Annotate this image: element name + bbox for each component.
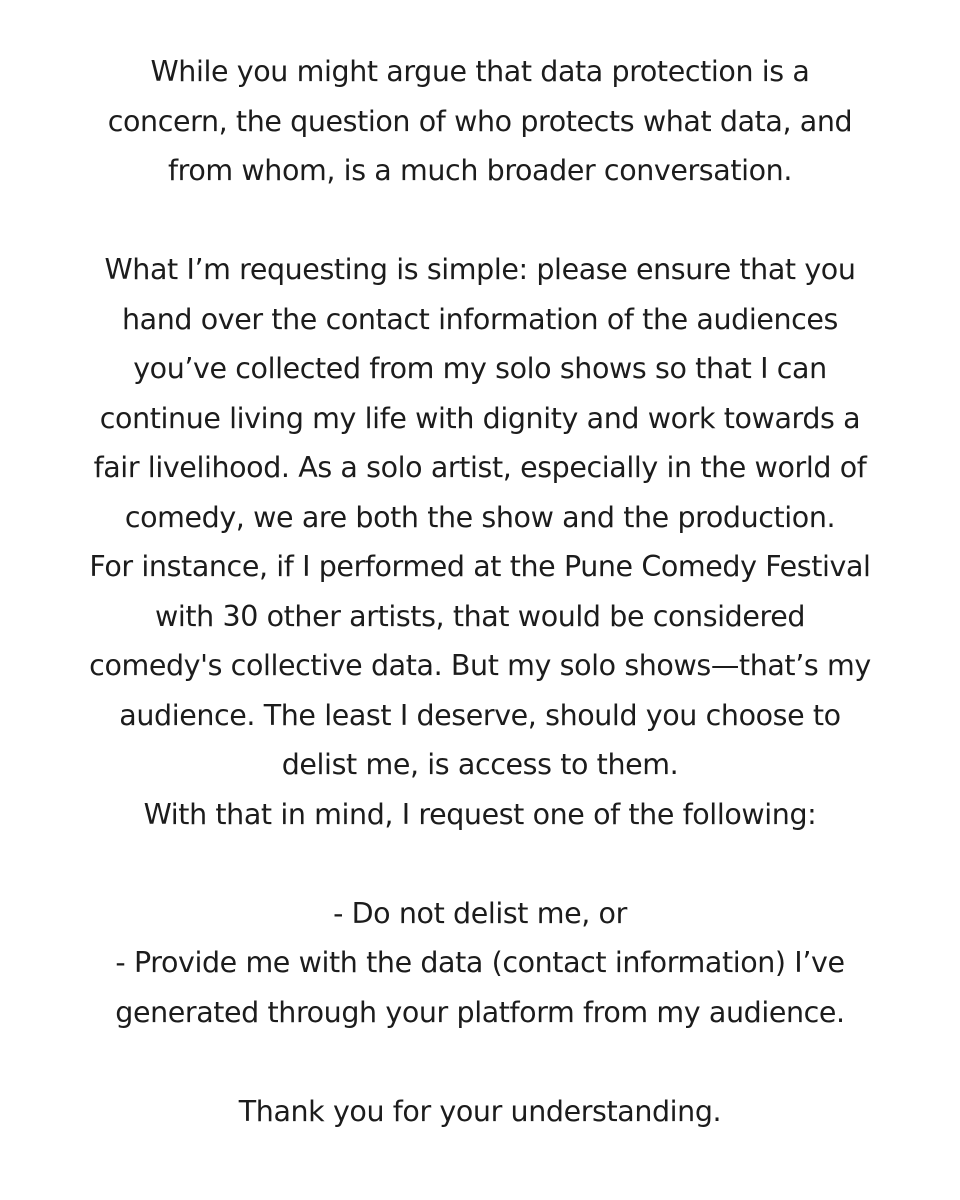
paragraph-2-line: comedy's collective data. But my solo shows—that’s my	[89, 649, 871, 682]
closing-line: Thank you for your understanding.	[238, 1094, 722, 1128]
paragraph-2-line: delist me, is access to them.	[281, 748, 679, 781]
paragraph-2-line: comedy, we are both the show and the production.	[124, 500, 836, 534]
paragraph-1-line: concern, the question of who protects what data, and	[107, 104, 853, 138]
option-line: - Provide me with the data (contact information) I’ve	[115, 946, 845, 979]
paragraph-2-line: continue living my life with dignity and work towards a	[99, 401, 861, 435]
paragraph-2-line: with 30 other artists, that would be considered	[154, 599, 806, 633]
paragraph-2-line: For instance, if I performed at the Pune Comedy Festival	[89, 550, 871, 583]
paragraph-2-line: audience. The least I deserve, should you choose to	[119, 698, 841, 732]
paragraph-2-line: With that in mind, I request one of the following:	[143, 797, 817, 831]
paragraph-2-line: fair livelihood. As a solo artist, especially in the world of	[93, 451, 867, 484]
option-line: - Do not delist me, or	[333, 896, 627, 930]
option-line: generated through your platform from my audience.	[115, 995, 845, 1029]
paragraph-1-line: While you might argue that data protection is a	[150, 55, 810, 88]
paragraph-spacer	[0, 1037, 960, 1087]
paragraph-spacer	[0, 839, 960, 889]
paragraph-spacer	[0, 196, 960, 246]
paragraph-1-line: from whom, is a much broader conversation.	[168, 154, 792, 187]
paragraph-2-line: hand over the contact information of the audiences	[122, 302, 838, 336]
paragraph-2-line: What I’m requesting is simple: please ensure that you	[104, 253, 856, 286]
paragraph-2-line: you’ve collected from my solo shows so that I can	[133, 352, 827, 385]
letter-body	[0, 47, 960, 1136]
